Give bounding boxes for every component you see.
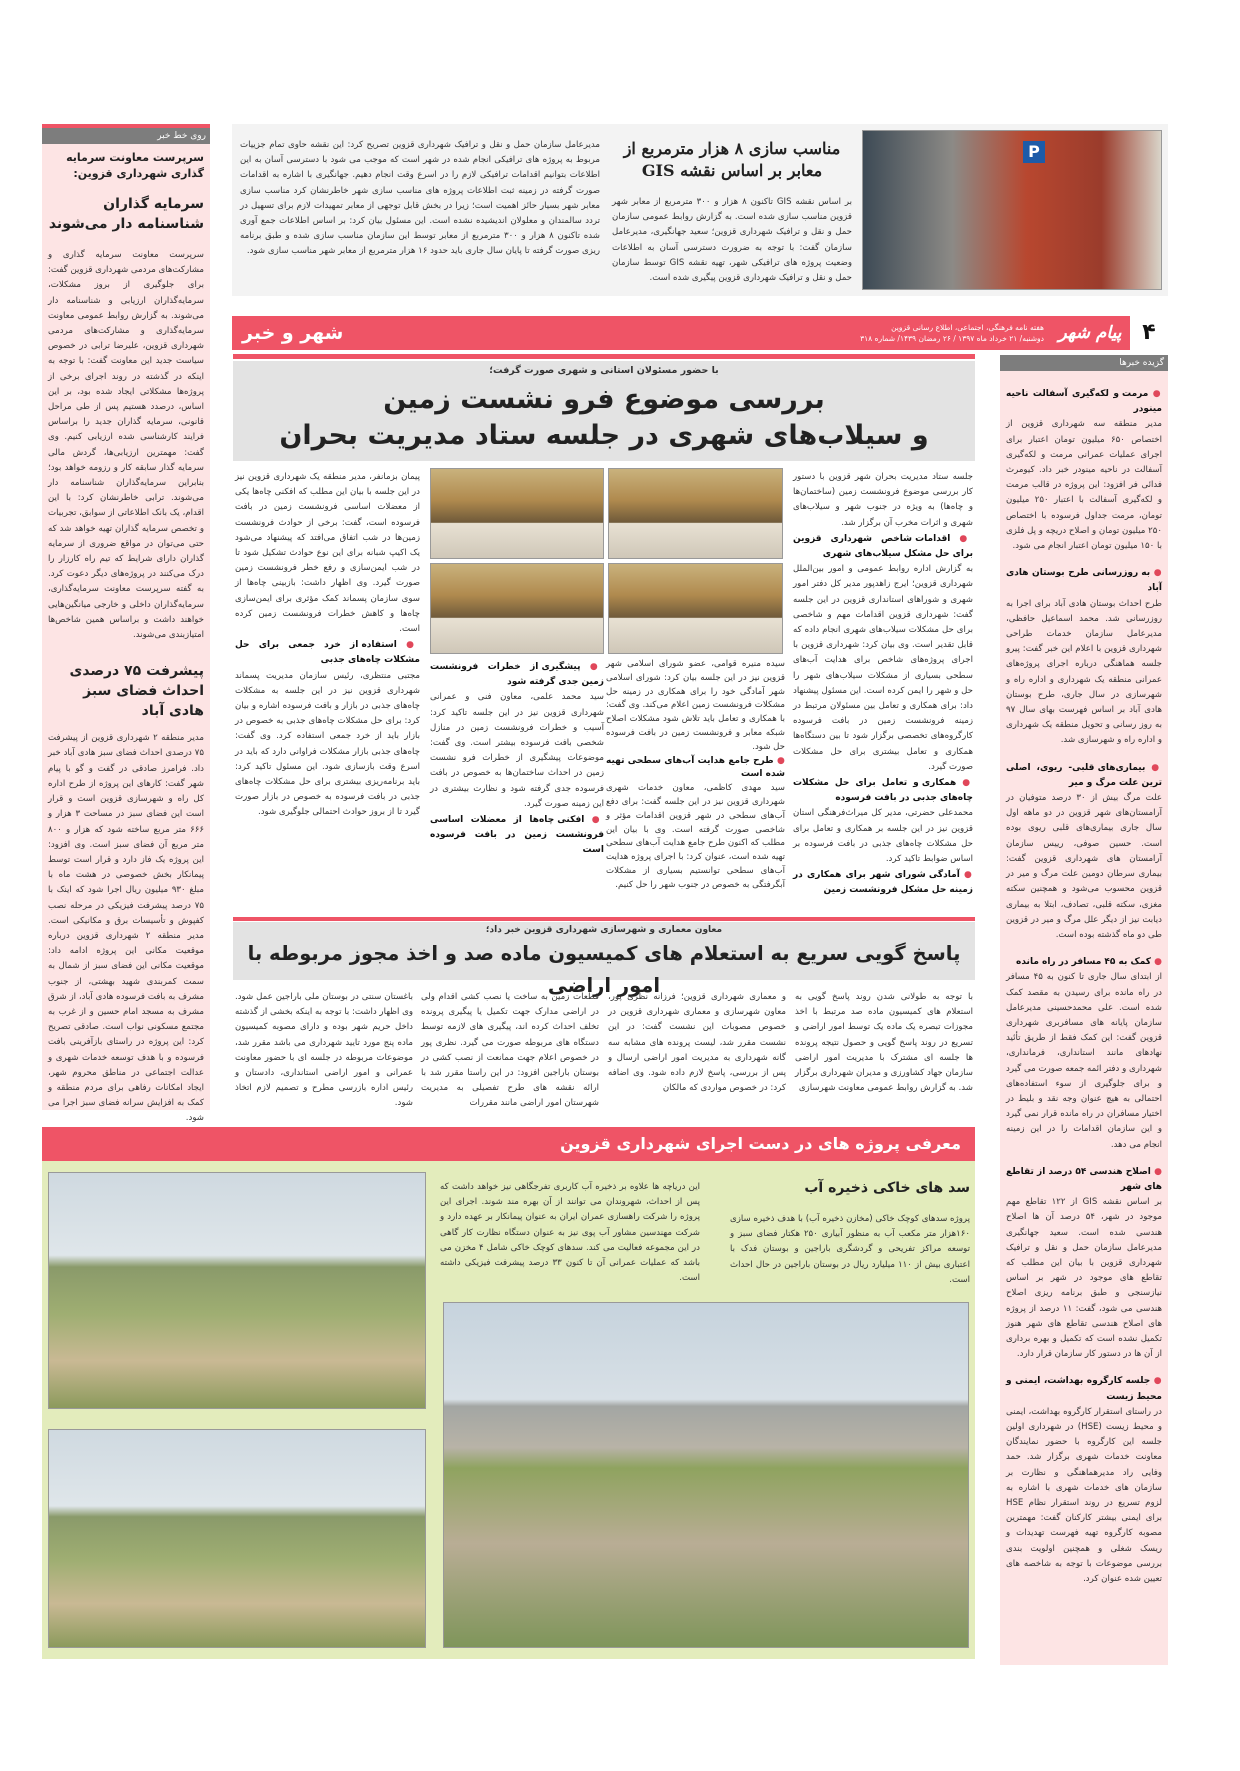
news-item-body: علت مرگ بیش از ۳۰ درصد متوفیان در آرامستان‌های شهر قزوین در دو ماهه اول سال جاری بیماری‌های قلبی ریوی بوده است. حسین صوفی، رییس سازمان آرامستان های شهرداری قزوین گفت: بیماری سرطان دومین علت مرگ و میر در قزوین محسوب می‌شود و همچنین سکته مغزی، سکته قلبی، تصادف، ابتلا به بیماری دیابت نیز از دیگر علل مرگ و میر در قزوین طی دو ماه گذشته بوده است. [1006, 793, 1162, 940]
left-body: سرپرست معاونت سرمایه گذاری و مشارکت‌های مردمی شهرداری قزوین گفت: برای جلوگیری از بروز مشکلات، سرمایه‌گذاران ارزیابی و شناسنامه دار می‌شوند. به گزارش روابط عمومی معاونت سرمایه‌گذاری و مشارکت‌های مردمی شهرداری قزوین، علیرضا ترابی در خصوص سیاست جدید این معاونت گفت: با توجه به اینکه در گذشته در روند اجرای برخی از پروژه‌ها مشکلاتی ایجاد شده بود، بر این اساس، درصدد هستیم پس از طی مراحل قانونی، سرمایه گذاران جدید را براساس فرایند کارشناسی شده ارزیابی کنیم. وی گفت: مهمترین ارزیابی‌ها، گردش مالی سرمایه گذار سابقه کار و رزومه خواهد بود؛ بنابراین سرمایه‌گذاران شناسنامه دار می‌شوند. ترابی خاطرنشان کرد: با این اقدام، یک بانک اطلاعاتی از سوابق، تجربیات و تخصص سرمایه گذاران تهیه خواهد شد که حتی می‌توان در مواقع ضروری از سرمایه گذاران دارای شرایط که تیم راه کارزار را درک می‌کنند در پروژه‌های دیگر دعوت کرد. به گفته سرپرست معاونت سرمایه‌گذاری، سرمایه‌گذاران داخلی و خارجی میانگین‌هایی خواهند داشت و براساس همین شاخص‌ها امتیازبندی می‌شوند. [47, 250, 204, 641]
section-title: شهر و خبر [242, 322, 344, 344]
paragraph: به گزارش اداره روابط عمومی و امور بین‌الملل شهرداری قزوین؛ ایرج زاهدپور مدیر کل دفتر امور شهری و شوراهای استانداری قزوین در این جلسه گفت: شهرداری قزوین اقدامات مهم و شاخصی برای حل مشکلات سیلاب‌های شهری انجام داده که قابل تقدیر است. وی بیان کرد: شهرداری قزوین با اجرای پروژه‌های شاخص برای هدایت آب‌های سطحی بسیاری از مشکلات سیلاب‌های شهر را حل و شهر را ایمن کرده است. این مسئول پیشنهاد داد: برای همکاری و تعامل بین مسئولان مرتبط در زمینه فرونشست زمین در بافت فرسوده کارگروه‌های تخصصی برگزار شود تا بین دستگاه‌ها همکاری و تعامل بیشتری برای حل مشکلات صورت گیرد. [793, 564, 973, 772]
newspaper-logo: پیام شهر [1058, 323, 1122, 343]
projects-headline: سد های خاکی ذخیره آب [804, 1180, 970, 1196]
hill-construction-photo [48, 1172, 426, 1409]
projects-body: پروژه سدهای کوچک خاکی (مخازن ذخیره آب) با هدف ذخیره سازی ۱۶۰هزار متر مکعب آب به منظور آبیاری ۲۵۰ هکتار فضای سبز و توسعه مراکز تفریحی و گردشگری باراجین و بوستان فدک با اعتباری بیش از ۱۱۰ میلیارد ریال در بوستان باراجین در حال احداث است. [730, 1214, 970, 1285]
divider [233, 917, 975, 921]
left-body-2: مدیر منطقه ۲ شهرداری قزوین از پیشرفت ۷۵ درصدی احداث فضای سبز هادی آباد خبر داد. فرامرز صادقی در گفت و گو با پیام شهر گفت: کارهای این پروژه از طرح اداره کل راه و شهرسازی قزوین است و قرار است این فضای سبز در مساحت ۳ هزار و ۶۶۶ متر مربع ساخته شود که هزار و ۸۰۰ متر مربع آن فضای سبز است. وی افزود: این پروژه یک فاز دارد و قرار است توسط پیمانکار بخش خصوصی در هشت ماه با مبلغ ۹۳۰ میلیون ریال اجرا شود که اینک با ۷۵ درصد پیشرفت فیزیکی در مرحله نصب کفپوش و تأسیسات برق و مکانیکی است. مدیر منطقه ۲ شهرداری قزوین درباره موقعیت مکانی این پروژه ادامه داد: موقعیت مکانی این فضای سبز از شمال به سمت کمربندی شهید بهشتی، از جنوب مشرف به بافت فرسوده هادی آباد، از شرق مشرف به مسجد امام حسین و از غرب به مجتمع مسکونی نواب است. صادقی تصریح کرد: این پروژه در راستای بازآفرینی بافت فرسوده و با هدف توسعه خدمات شهری و عدالت اجتماعی در مناطق محروم شهر، ایجاد امکانات رفاهی برای مردم منطقه و کمک به افزایش سرانه فضای سبز اجرا می شود. [48, 733, 204, 1124]
street-parking-photo [862, 130, 1162, 290]
article2-headline: پاسخ گویی سریع به استعلام های کمیسیون ماده صد و اخذ مجوز مربوطه با امور اراضی [247, 942, 961, 997]
news-item-body: در راستای استقرار کارگروه بهداشت، ایمنی و محیط زیست (HSE) در شهرداری اولین جلسه این کارگروه با حضور نمایندگان معاونت خدمات شهری برگزار شد. حمد وفایی راد مدیرهماهنگی و نظارت بر سازمان های خدمات شهری با اشاره به لزوم تسریع در روند استقرار نظام HSE برای ایمنی بیشتر کارکنان گفت: مهمترین مصوبه کارگروه تهیه فهرست تهدیدات و ریسک شغلی و همچنین اولویت بندی بررسی موضوعات با توجه به شاخصه های تعیین شده عنوان کرد. [1006, 1406, 1163, 1585]
green-valley-photo [48, 1429, 426, 1648]
subheading: ● آمادگی شورای شهر برای همکاری در زمینه حل مشکل فرونشست زمین [793, 868, 973, 898]
news-item-title: ● مرمت و لکه‌گیری آسفالت ناحیه مینودر [1006, 387, 1162, 417]
issue-date: دوشنبه/ ۲۱ خرداد ماه ۱۳۹۷ / ۲۶ رمضان ۱۴۳۹/ شماره ۳۱۸ [860, 334, 1044, 343]
news-item-title: ● کمک به ۴۵ مسافر در راه مانده [1006, 955, 1162, 970]
article2-header [233, 922, 975, 997]
projects-body-2: این دریاچه ها علاوه بر ذخیره آب کاربری تفرجگاهی نیز خواهد داشت که پس از احداث، شهروندان می توانند از آن بهره مند شوند. اجرای این پروژه را شرکت راهسازی عمران ایران به عنوان پیمانکار بر عهده دارد و شرکت مهندسین مشاور آب پوی نیز به عنوان دستگاه نظارت کار گاهی در این مجموعه فعالیت می کند. سدهای کوچک خاکی شامل ۴ مخزن می باشد که عملیات عمرانی آن تا کنون ۳۳ درصد پیشرفت فیزیکی داشته است. [440, 1182, 700, 1284]
subheading: ● استفاده از خرد جمعی برای حل مشکلات چاه‌های جذبی [235, 638, 420, 668]
left-column-header: روی خط خبر [42, 128, 210, 144]
tagline: هفته نامه فرهنگی، اجتماعی، اطلاع رسانی قزوین [891, 323, 1044, 332]
article2-kicker: معاون معماری و شهرسازی شهرداری قزوین خبر داد؛ [485, 925, 723, 935]
article2-column-1: با توجه به طولانی شدن روند پاسخ گویی به استعلام های کمیسیون ماده صد مرتبط با اخذ مجوزات تبصره یک ماده یک توسط امور اراضی و تسریع در روند پاسخ گویی و حصول نتیجه پرونده ها جلسه ای مشترک با مدیریت امور اراضی سازمان جهاد کشاورزی و مدیران شهرداری برگزار شد. به گزارش روابط عمومی معاونت شهرسازی [795, 992, 973, 1094]
parking-sign-icon: P [1023, 141, 1045, 163]
news-item-body: طرح احداث بوستان هادی آباد برای اجرا به روزرسانی شد. محمد اسماعیل حافظی، مدیرعامل سازمان خدمات طراحی شهرداری قزوین با اعلام این خبر گفت: پیرو جلسه هماهنگی درباره اجرای پروژه‌های عمرانی منطقه یک شهرداری و اداره راه و شهرسازی در سال جاری، طرح بوستان هادی آباد بر اساس فهرست بهای سال ۹۷ به روز رسانی و تحویل منطقه یک شهرداری و اداره راه و شهرسازی شد. [1006, 598, 1162, 746]
article1-header [233, 361, 975, 461]
news-item-title: ● اصلاح هندسی ۵۴ درصد از تقاطع های شهر [1006, 1165, 1162, 1195]
masthead [232, 316, 1168, 350]
meeting-photo [430, 563, 604, 654]
news-item-title: ● بیماری‌های قلبی- ریوی، اصلی ترین علت مرگ و میر [1006, 761, 1162, 791]
paragraph: پیمان بزمانفر، مدیر منطقه یک شهرداری قزوین نیز در این جلسه با بیان این مطلب که افکنی چاه‌ها یکی از معضلات اساسی فرونشست زمین در بافت فرسوده است، گفت: برخی از حوادث فرونشست زمین‌ها در شب اتفاق می‌افتد که پیشنهاد می‌شود یک اکیپ شبانه برای این نوع حوادث تشکیل شود تا در شب ایمن‌سازی و رفع خطر فرونشست زمین صورت گیرد. وی اظهار داشت: بازبینی چاه‌ها از سوی سازمان پسماند کمک مؤثری برای ایمن‌سازی چاه‌ها و کاهش خطرات فرونشست زمین کرده است. [235, 472, 420, 635]
left-column [42, 124, 210, 1124]
gis-body: بر اساس نقشه GIS تاکنون ۸ هزار و ۳۰۰ مترمربع از معابر شهر قزوین مناسب سازی شده است. به گزارش روابط عمومی سازمان حمل و نقل و ترافیک شهرداری قزوین؛ سعید جهانگیری، مدیرعامل سازمان گفت: با توجه به ضرورت دسترسی آسان به اطلاعات وضعیت پروژه های ترافیکی شهر، تهیه نقشه GIS توسط سازمان حمل و نقل و ترافیک شهرداری قزوین پیگیری شده است. [612, 197, 852, 284]
meeting-photo [430, 468, 604, 559]
article1-column-3 [430, 660, 604, 859]
news-item-body: از ابتدای سال جاری تا کنون به ۴۵ مسافر در راه مانده برای رسیدن به مقصد کمک شده است. علی محمدحسینی مدیرعامل سازمان پایانه های مسافربری شهرداری قزوین گفت: این کمک فقط از طریق تأئید نهادهای مانند استانداری، فرمانداری، شهرداری و دفتر ائمه جمعه صورت می گیرد و برای جلوگیری از سوء استفاده‌های احتمالی به هیچ عنوان وجه نقد و بلیط در اختیار مسافران در راه مانده قرار نمی گیرد و این سازمان اقدامات را در این زمینه انجام می دهد. [1006, 972, 1162, 1150]
gis-body-continued: مدیرعامل سازمان حمل و نقل و ترافیک شهرداری قزوین تصریح کرد: این نقشه حاوی تمام جزییات مربوط به پروژه های ترافیکی انجام شده در شهر است که موجب می شود با دسترسی آسان به این اطلاعات بتوانیم اقدامات ترافیکی لازم را در اسرع وقت انجام دهیم. جهانگیری با اشاره به اقدامات صورت گرفته در زمینه ثبت اطلاعات پروژه های مناسب سازی شهر خاطرنشان کرد مناسب سازی معابر شهر بسیار حائز اهمیت است؛ زیرا در بخش قابل توجهی از معابر تمهیدات لازم برای تسهیل در تردد سالمندان و معلولان اندیشیده نشده است. این مسئول بیان کرد: بر اساس اطلاعات جمع آوری شده تاکنون ۸ هزار و ۳۰۰ مترمربع از معابر توسط این سازمان مناسب سازی شده و طبق برنامه ریزی صورت گرفته تا پایان سال جاری باید حدود ۱۶ هزار مترمربع از معابر شهر مناسب سازی شود. [240, 140, 600, 257]
news-item-title: ● به روزرسانی طرح بوستان هادی آباد [1006, 566, 1162, 596]
subheading: ● پیشگیری از خطرات فرونشست زمین جدی گرفته شود [430, 660, 604, 690]
divider [233, 354, 975, 359]
left-headline-2: پیشرفت ۷۵ درصدی احداث فضای سبز هادی آباد [69, 663, 204, 720]
article2-column-4: باغستان سنتی در بوستان ملی باراجین عمل شود. وی اظهار داشت: با توجه به اینکه بخشی از گذشته داخل حریم شهر بوده و دارای مصوبه کمیسیون ماده پنج مورد تایید شهرداری می باشد مقرر شد، موضوعات مربوطه در جلسه ای با حضور معاونت عمرانی و امور اراضی استانداری، دادستان و رئیس اداره بازرسی مطرح و تصمیم لازم اتخاذ شود. [235, 992, 413, 1109]
paragraph: سید مهدی کاظمی، معاون خدمات شهری شهرداری قزوین نیز در این جلسه گفت: برای دفع آب‌های سطحی در شهر قزوین اقدامات مؤثر و شاخصی صورت گرفته است. وی با بیان این مطلب که اکنون طرح جامع هدایت آب‌های سطحی تهیه شده است، عنوان کرد: با اجرای پروژه هدایت آب‌های سطحی توانستیم بسیاری از مشکلات آبگرفتگی به خصوص در جنوب شهر را حل کنیم. [606, 783, 785, 890]
article1-column-2 [606, 658, 785, 893]
news-item-body: بر اساس نقشه GIS از ۱۲۲ تقاطع مهم موجود در شهر، ۵۴ درصد آن ها اصلاح هندسی شده است. سعید جهانگیری مدیرعامل سازمان حمل و نقل و ترافیک شهرداری قزوین با بیان این مطلب که تقاطع های موجود در شهر بر اساس نیازسنجی و طبق برنامه ریزی اصلاح هندسی می شود، گفت: ۱۱ درصد از پروژه های اصلاح هندسی تقاطع های شهر هنوز تکمیل نشده است که تکمیل و بهره برداری از آن ها در دستور کار سازمان قرار دارد. [1006, 1197, 1162, 1360]
meeting-photo [608, 468, 783, 559]
meeting-photo [608, 563, 783, 654]
subheading: ● افکنی چاه‌ها از معضلات اساسی فرونشست زمین در بافت فرسوده است [430, 813, 604, 859]
left-kicker: سرپرست معاونت سرمایه گذاری شهرداری قزوین: [66, 151, 204, 180]
article1-kicker: با حضور مسئولان استانی و شهری صورت گرفت؛ [489, 365, 719, 376]
article1-headline-line2: و سیلاب‌های شهری در جلسه ستاد مدیریت بحران [279, 420, 929, 451]
city-reservoir-photo [443, 1302, 969, 1648]
paragraph: سیده منیره قوامی، عضو شورای اسلامی شهر قزوین نیز در این جلسه بیان کرد: شورای اسلامی شهر آمادگی خود را برای همکاری در زمینه حل مشکلات فرونشست زمین اعلام می‌کند. وی گفت: با همکاری و تعامل باید تلاش شود مشکلات اصلاح شبکه معابر و فرونشست زمین در بافت فرسوده حل شود. [606, 659, 785, 752]
paragraph: جلسه ستاد مدیریت بحران شهر قزوین با دستور کار بررسی موضوع فرونشست زمین (ساختمان‌ها و چاه‌ها) به ویژه در جنوب شهر و سیلاب‌های شهری و اثرات مخرب آن برگزار شد. [793, 472, 973, 528]
subheading: ● طرح جامع هدایت آب‌های سطحی تهیه شده است [606, 755, 785, 783]
subheading: ● همکاری و تعامل برای حل مشکلات چاه‌های جذبی در بافت فرسوده [793, 776, 973, 806]
projects-header: معرفی پروژه های در دست اجرای شهرداری قزوین [42, 1127, 975, 1161]
paragraph: سید محمد علمی، معاون فنی و عمرانی شهرداری قزوین نیز در این جلسه تاکید کرد: آسیب و خطرات فرونشست زمین در منازل شخصی بافت فرسوده بیشتر است. وی گفت: موضوعات پیشگیری از خطرات فرو نشست زمین در احداث ساختمان‌ها به خصوص در بافت فرسوده جدی گرفته شود و نظارت بیشتری در این زمینه صورت گیرد. [430, 692, 604, 809]
right-column-header: گزیده خبرها [1000, 355, 1168, 371]
news-item-title: ● جلسه کارگروه بهداشت، ایمنی و محیط زیست [1006, 1374, 1162, 1404]
right-column [1000, 355, 1168, 1665]
page-number: ۴ [1130, 316, 1168, 350]
paragraph: مجتبی منتظری، رئیس سازمان مدیریت پسماند شهرداری قزوین نیز در این جلسه به مشکلات چاه‌های جذبی در بازار و بافت فرسوده اشاره و بیان کرد: برای حل مشکلات چاه‌های جذبی به خصوص در بازار باید از خرد جمعی استفاده کرد. وی گفت: چاه‌های جذبی بازار مشکلات فراوانی دارد که باید در اسرع وقت بازسازی شود. این مسئول تاکید کرد: باید برنامه‌ریزی بیشتری برای حل مشکلات چاه‌های جذبی در بافت فرسوده به خصوص در بازار صورت گیرد تا از بروز حوادث احتمالی جلوگیری شود. [235, 670, 420, 818]
article1-column-4 [235, 470, 420, 822]
article2-column-3: قطعات زمین به ساخت یا نصب کشی اقدام ولی در اراضی مدارک جهت تکمیل یا پیگیری پرونده تخلف احداث کرده اند، پیگیری های لازمه توسط دستگاه های مربوطه صورت می گیرد. نظری پور در خصوص اعلام جهت ممانعت از نصب کشی در بوستان باراجین افزود: در این راستا مقرر شد با ارائه نقشه های طرح تفصیلی به مدیریت شهرستان امور اراضی مانند مقررات [421, 992, 599, 1109]
article2-column-2: و معماری شهرداری قزوین؛ فرزانه نظری پور، معاون شهرسازی و معماری شهرداری قزوین در خصوص مصوبات این نشست گفت: در این نشست مقرر شد، لیست پرونده های مشابه سه گانه شهرداری به مدیریت امور اراضی ارسال و پس از بررسی، پاسخ لازم داده شود. وی اضافه کرد: در خصوص مواردی که مالکان [608, 992, 786, 1094]
gis-headline: مناسب سازی ۸ هزار مترمربع از معابر بر اساس نقشه GIS [623, 139, 841, 180]
subheading: ● اقدامات شاخص شهرداری قزوین برای حل مشکل سیلاب‌های شهری [793, 532, 973, 562]
paragraph: محمدعلی حضرتی، مدیر کل میراث‌فرهنگی استان قزوین نیز در این جلسه بر همکاری و تعامل برای حل مشکلات چاه‌های جذبی در بافت فرسوده بر اساس ضوابط تاکید کرد. [793, 808, 973, 865]
left-headline: سرمایه گذاران شناسنامه دار می‌شوند [48, 196, 204, 232]
article1-column-1 [793, 470, 973, 899]
news-item-body: مدیر منطقه سه شهرداری قزوین از اختصاص ۶۵۰ میلیون تومان اعتبار برای اجرای عملیات عمرانی مرمت و لکه‌گیری آسفالت در ناحیه مینودر خبر داد. کیومرث فدائی فر افزود: این پروژه در قالب مرمت و لکه‌گیری آسفالت با اعتبار ۲۵۰ میلیون تومان، مرمت جداول فرسوده با اختصاص ۲۵۰ میلیون تومان و اصلاح دریچه و پل فلزی با ۱۵۰ میلیون تومان اعتبار انجام می شود. [1006, 419, 1162, 552]
article1-headline-line1: بررسی موضوع فرو نشست زمین [383, 384, 825, 415]
